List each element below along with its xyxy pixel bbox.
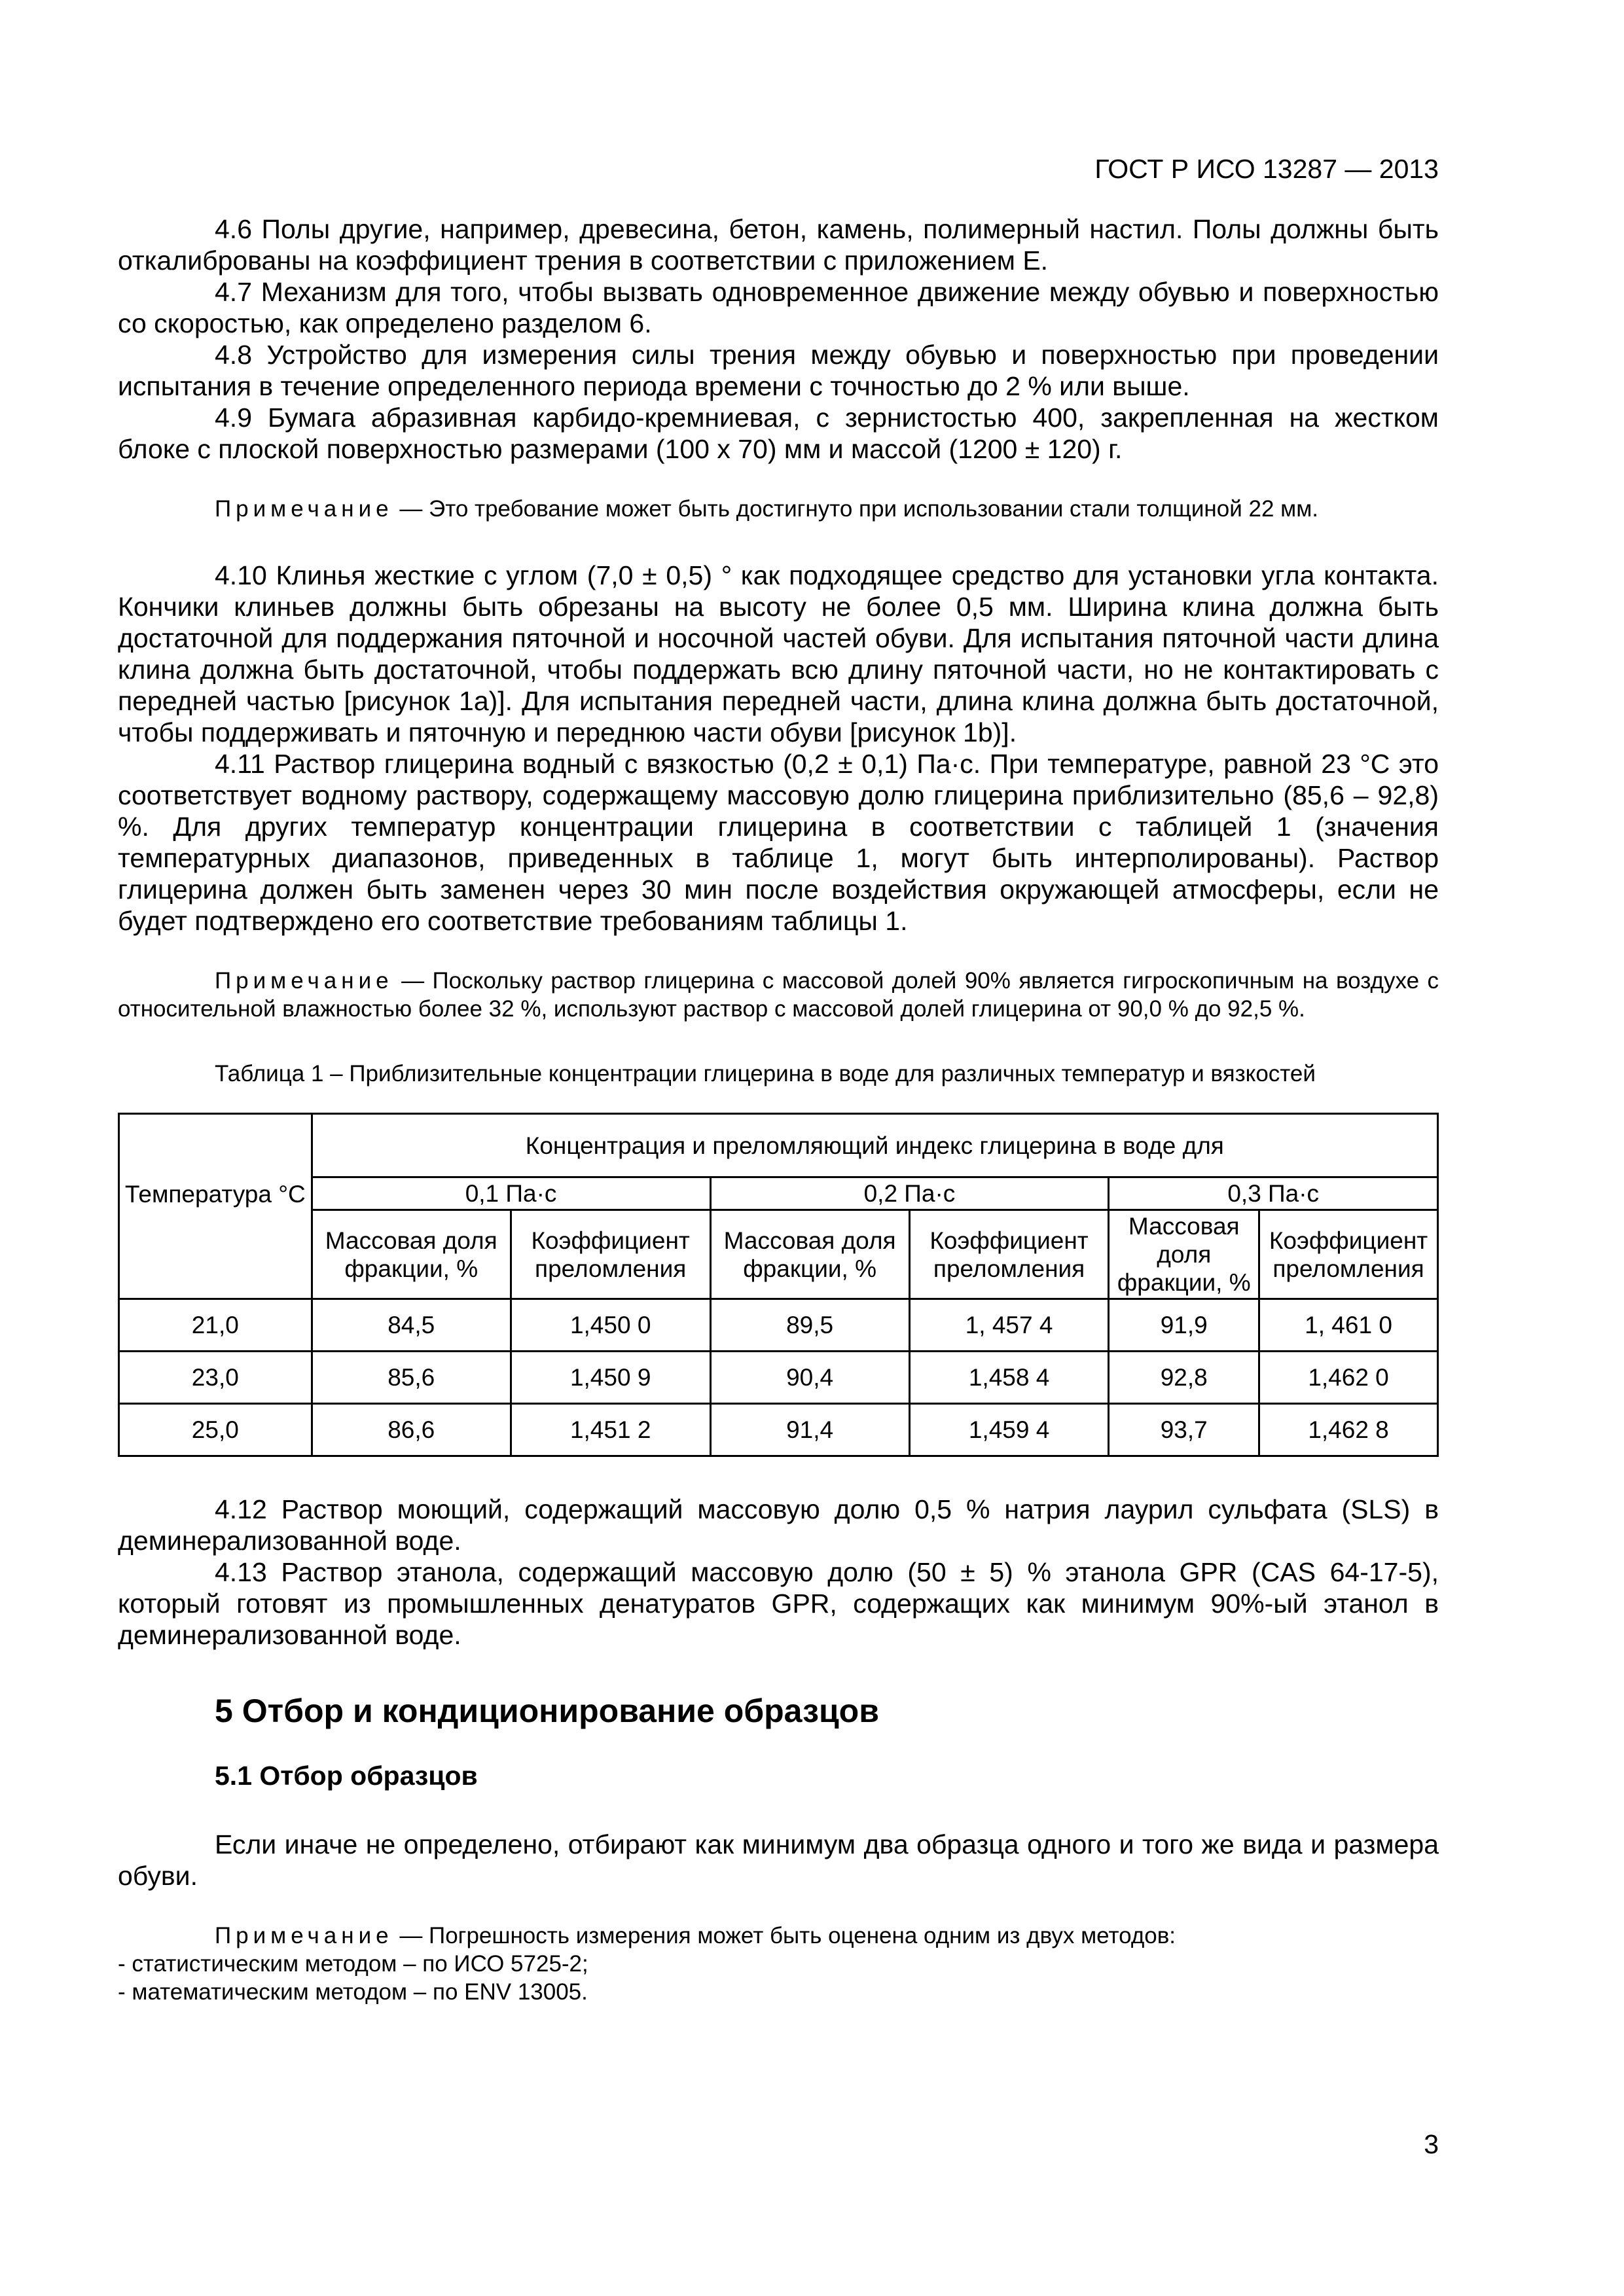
header-mass-fraction: Массовая доля фракции, % <box>312 1210 511 1299</box>
table-cell: 1,459 4 <box>909 1404 1109 1456</box>
paragraph-4-8: 4.8 Устройство для измерения силы трения между обувью и поверхностью при проведении испытания в течение определенного периода времени с точностью до 2 % или выше. <box>118 340 1439 401</box>
paragraph-4-10: 4.10 Клинья жесткие с углом (7,0 ± 0,5) ° как подходящее средство для установки угла контакта. Кончики клиньев должны быть обрезаны на высоту не более 0,5 мм. Ширина клина должна быть достаточной для поддержания пяточной и носочной частей обуви. Для испытания пяточной части длина клина должна быть достаточной, чтобы поддержать всю длину пяточной части, но не контактировать с передней частью [рисунок 1а)]. Для испытания передней части, длина клина должна быть достаточной, чтобы поддерживать и пяточную и переднюю части обуви [рисунок 1b)]. <box>118 560 1439 747</box>
note-3-item: - статистическим методом – по ИСО 5725-2; <box>118 1951 588 1977</box>
header-refraction: Коэффициент преломления <box>909 1210 1109 1299</box>
header-mass-fraction: Массовая доля фракции, % <box>710 1210 909 1299</box>
header-viscosity: 0,1 Па·с <box>312 1177 710 1210</box>
note-2 <box>118 967 1439 1023</box>
table-cell: 1,462 0 <box>1259 1352 1438 1404</box>
table-cell: 92,8 <box>1109 1352 1259 1404</box>
note-label: Примечание <box>215 968 393 994</box>
note-label: Примечание <box>215 1923 393 1948</box>
section-5-heading: 5 Отбор и кондиционирование образцов <box>215 1693 879 1729</box>
paragraph-4-6: 4.6 Полы другие, например, древесина, бетон, камень, полимерный настил. Полы должны быть откалиброваны на коэффициент трения в соответствии с приложением Е. <box>118 214 1439 276</box>
table-caption: Таблица 1 – Приблизительные концентрации глицерина в воде для различных температур и вязкостей <box>215 1061 1316 1086</box>
header-viscosity: 0,3 Па·с <box>1109 1177 1438 1210</box>
paragraph-5-1: Если иначе не определено, отбирают как минимум два образца одного и того же вида и размера обуви. <box>118 1829 1439 1891</box>
paragraph-4-12: 4.12 Раствор моющий, содержащий массовую долю 0,5 % натрия лаурил сульфата (SLS) в деминерализованной воде. <box>118 1494 1439 1556</box>
table-cell: 25,0 <box>119 1404 312 1456</box>
section-5-1-heading: 5.1 Отбор образцов <box>215 1761 478 1791</box>
table-header-row <box>119 1114 1438 1177</box>
table-header-row <box>119 1210 1438 1299</box>
table-row <box>119 1352 1438 1404</box>
table-cell: 1,458 4 <box>909 1352 1109 1404</box>
note-1 <box>118 495 1439 523</box>
table-cell: 84,5 <box>312 1299 511 1352</box>
table-cell: 1,462 8 <box>1259 1404 1438 1456</box>
table-cell: 86,6 <box>312 1404 511 1456</box>
table-cell: 23,0 <box>119 1352 312 1404</box>
table-cell: 1,450 9 <box>511 1352 710 1404</box>
table-cell: 1, 457 4 <box>909 1299 1109 1352</box>
glycerin-table <box>118 1113 1439 1457</box>
table-cell: 85,6 <box>312 1352 511 1404</box>
table-cell: 89,5 <box>710 1299 909 1352</box>
document-header: ГОСТ Р ИСО 13287 — 2013 <box>1094 154 1439 184</box>
paragraph-4-9: 4.9 Бумага абразивная карбидо-кремниевая, с зернистостью 400, закрепленная на жестком блоке с плоской поверхностью размерами (100 х 70) мм и массой (1200 ± 120) г. <box>118 403 1439 464</box>
table-cell: 91,9 <box>1109 1299 1259 1352</box>
header-mass-fraction: Массовая доля фракции, % <box>1109 1210 1259 1299</box>
note-text: — Погрешность измерения может быть оценена одним из двух методов: <box>399 1923 1176 1948</box>
table-cell: 93,7 <box>1109 1404 1259 1456</box>
paragraph-4-7: 4.7 Механизм для того, чтобы вызвать одновременное движение между обувью и поверхностью со скоростью, как определено разделом 6. <box>118 277 1439 338</box>
page-number: 3 <box>1424 2129 1439 2159</box>
header-viscosity: 0,2 Па·с <box>710 1177 1109 1210</box>
table-cell: 1,451 2 <box>511 1404 710 1456</box>
table-row <box>119 1299 1438 1352</box>
table-cell: 1,450 0 <box>511 1299 710 1352</box>
header-group: Концентрация и преломляющий индекс глицерина в воде для <box>312 1114 1437 1177</box>
note-label: Примечание <box>215 496 393 522</box>
table-cell: 90,4 <box>710 1352 909 1404</box>
table-cell: 1, 461 0 <box>1259 1299 1438 1352</box>
header-refraction: Коэффициент преломления <box>511 1210 710 1299</box>
note-3-item: - математическим методом – по ENV 13005. <box>118 1979 588 2005</box>
table-cell: 91,4 <box>710 1404 909 1456</box>
table-row <box>119 1404 1438 1456</box>
header-temperature: Температура °С <box>119 1114 312 1299</box>
note-text: — Поскольку раствор глицерина с массовой долей 90% является гигроскопичным на воздухе с относительной влажностью более 32 %, используют раствор с массовой долей глицерина от 90,0 % до 92,5 %. <box>118 968 1439 1022</box>
paragraph-4-11: 4.11 Раствор глицерина водный с вязкостью (0,2 ± 0,1) Па·с. При температуре, равной 23 °С это соответствует водному раствору, содержащему массовую долю глицерина приблизительно (85,6 – 92,8) %. Для других температур концентрации глицерина в соответствии с таблицей 1 (значения температурных диапазонов, приведенных в таблице 1, могут быть интерполированы). Раствор глицерина должен быть заменен через 30 мин после воздействия окружающей атмосферы, если не будет подтверждено его соответствие требованиям таблицы 1. <box>118 749 1439 936</box>
note-text: — Это требование может быть достигнуто при использовании стали толщиной 22 мм. <box>399 496 1319 522</box>
paragraph-4-13: 4.13 Раствор этанола, содержащий массовую долю (50 ± 5) % этанола GPR (CAS 64-17-5), который готовят из промышленных денатуратов GPR, содержащих как минимум 90%-ый этанол в деминерализованной воде. <box>118 1557 1439 1650</box>
header-refraction: Коэффициент преломления <box>1259 1210 1438 1299</box>
table-header-row <box>119 1177 1438 1210</box>
note-3 <box>118 1922 1439 1950</box>
document-body <box>118 213 1439 2006</box>
table-cell: 21,0 <box>119 1299 312 1352</box>
